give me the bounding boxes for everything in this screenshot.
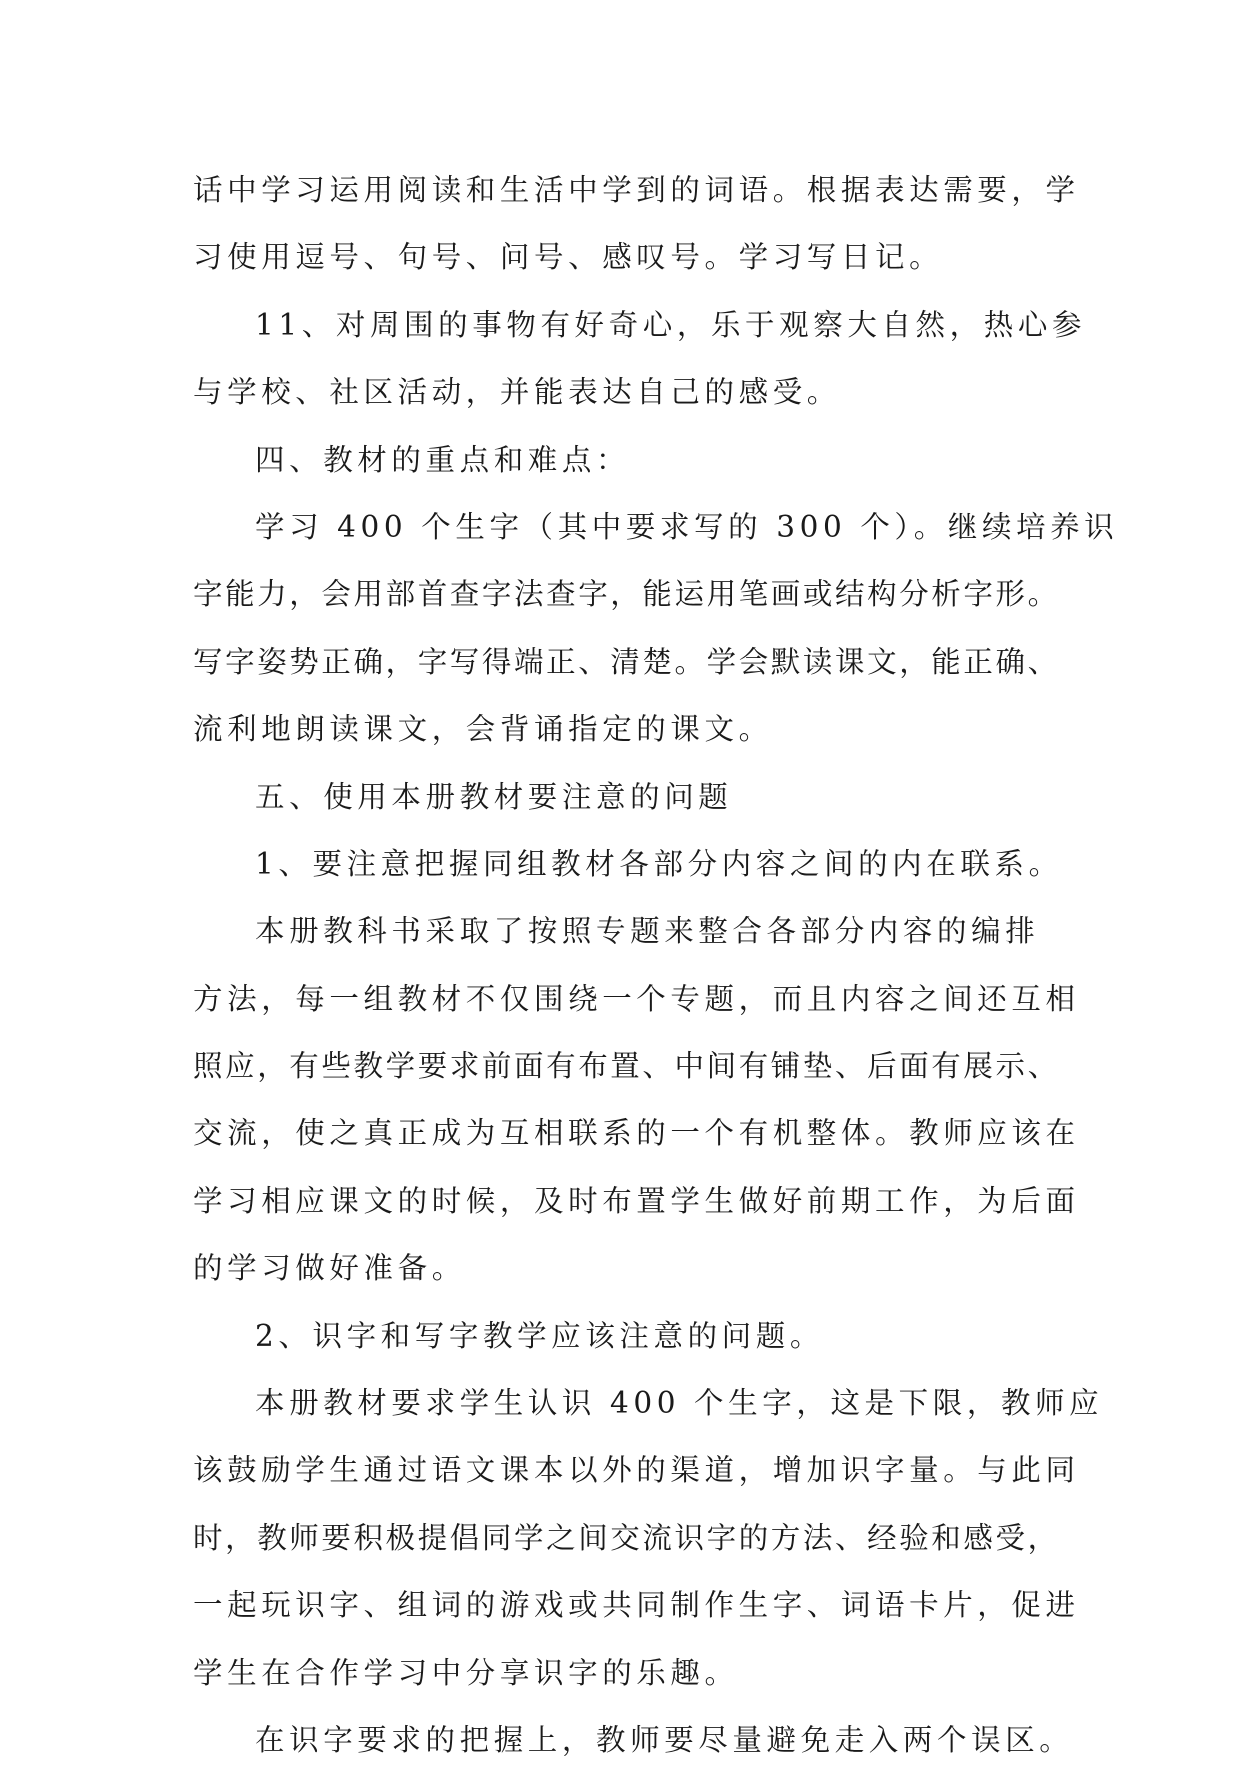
text-line: 与学校、社区活动，并能表达自己的感受。 [193, 375, 841, 410]
text-line: 一起玩识字、组词的游戏或共同制作生字、词语卡片，促进 [193, 1588, 1080, 1623]
text-line: 时，教师要积极提倡同学之间交流识字的方法、经验和感受， [193, 1520, 1060, 1555]
text-line: 习使用逗号、句号、问号、感叹号。学习写日记。 [193, 240, 944, 275]
text-line: 写字姿势正确，字写得端正、清楚。学会默读课文，能正确、 [193, 644, 1060, 679]
text-line: 照应，有些教学要求前面有布置、中间有铺垫、后面有展示、 [193, 1049, 1060, 1084]
text-line: 字能力，会用部首查字法查字，能运用笔画或结构分析字形。 [193, 577, 1060, 612]
text-line: 的学习做好准备。 [193, 1251, 466, 1286]
text-line: 该鼓励学生通过语文课本以外的渠道，增加识字量。与此同 [193, 1453, 1080, 1488]
text-line: 话中学习运用阅读和生活中学到的词语。根据表达需要，学 [193, 173, 1080, 207]
text-line: 方法，每一组教材不仅围绕一个专题，而且内容之间还互相 [193, 981, 1080, 1016]
text-line: 交流，使之真正成为互相联系的一个有机整体。教师应该在 [193, 1116, 1080, 1151]
text-line: 11、对周围的事物有好奇心，乐于观察大自然，热心参 [255, 307, 1087, 342]
text-line: 学习 400 个生字（其中要求写的 300 个）。继续培养识 [255, 509, 1119, 544]
text-line: 学生在合作学习中分享识字的乐趣。 [193, 1655, 739, 1690]
section-heading: 五、使用本册教材要注意的问题 [255, 779, 733, 814]
text-line: 本册教材要求学生认识 400 个生字，这是下限，教师应 [255, 1386, 1104, 1421]
text-line: 本册教科书采取了按照专题来整合各部分内容的编排 [255, 914, 1040, 949]
subsection-heading: 2、识字和写字教学应该注意的问题。 [255, 1318, 824, 1353]
section-heading: 四、教材的重点和难点： [255, 442, 631, 477]
subsection-heading: 1、要注意把握同组教材各部分内容之间的内在联系。 [255, 846, 1063, 881]
text-line: 在识字要求的把握上，教师要尽量避免走入两个误区。 [255, 1722, 1074, 1757]
text-line: 学习相应课文的时候，及时布置学生做好前期工作，为后面 [193, 1183, 1080, 1218]
document-body [193, 157, 1119, 1774]
text-line: 流利地朗读课文，会背诵指定的课文。 [193, 712, 773, 747]
